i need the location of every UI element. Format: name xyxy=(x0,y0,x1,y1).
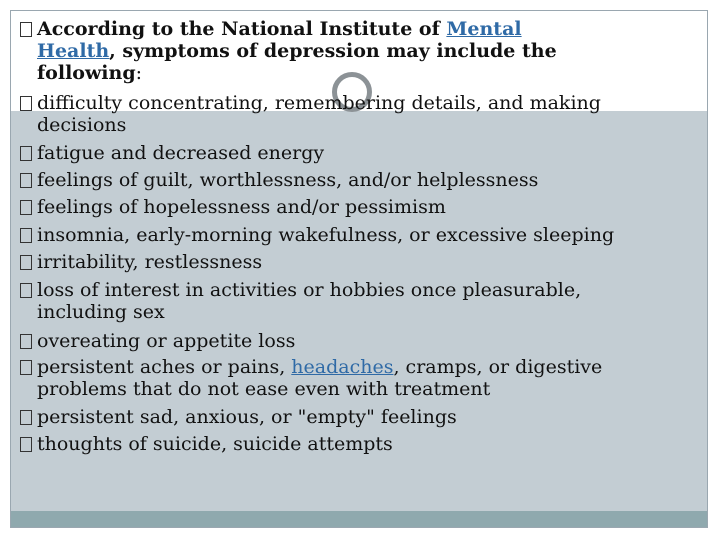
list-item xyxy=(20,279,710,323)
headaches-link[interactable]: headaches xyxy=(291,356,394,378)
list-item-text: loss of interest in activities or hobbies once pleasurable, including sex xyxy=(37,279,582,323)
list-item xyxy=(20,142,710,164)
bullet-box-icon xyxy=(20,283,32,298)
bullet-box-icon xyxy=(20,360,32,375)
list-item-text: persistent sad, anxious, or "empty" feelings xyxy=(37,406,457,428)
list-item xyxy=(20,224,710,246)
list-item-text: insomnia, early-morning wakefulness, or excessive sleeping xyxy=(37,224,615,246)
intro-after: , symptoms of depression may include the following xyxy=(37,40,557,84)
list-item-text: difficulty concentrating, remembering details, and making decisions xyxy=(37,92,601,136)
bullet-box-icon xyxy=(20,200,32,215)
slide-footer-band xyxy=(11,511,707,527)
list-item-text: thoughts of suicide, suicide attempts xyxy=(37,433,393,455)
aches-before: persistent aches or pains, xyxy=(37,356,292,378)
list-item-text: fatigue and decreased energy xyxy=(37,142,325,164)
mental-health-link[interactable]: Mental Health xyxy=(37,18,522,62)
bullet-box-icon xyxy=(20,173,32,188)
bullet-box-icon xyxy=(20,228,32,243)
list-item-text: feelings of guilt, worthlessness, and/or helplessness xyxy=(37,169,539,191)
bullet-box-icon xyxy=(20,255,32,270)
bullet-box-icon xyxy=(20,22,32,37)
aches-after: , cramps, or digestive problems that do not ease even with treatment xyxy=(37,356,603,400)
intro-text xyxy=(37,18,557,84)
list-item-text: overeating or appetite loss xyxy=(37,330,296,352)
intro-colon: : xyxy=(135,62,143,84)
list-item xyxy=(20,406,710,428)
bullet-box-icon xyxy=(20,96,32,111)
list-item xyxy=(20,196,710,218)
aches-bullet xyxy=(20,356,710,400)
list-item xyxy=(20,433,710,455)
bullet-box-icon xyxy=(20,146,32,161)
intro-bullet xyxy=(20,18,710,84)
list-item xyxy=(20,330,710,352)
bullet-box-icon xyxy=(20,437,32,452)
list-item xyxy=(20,92,710,136)
list-item-text: irritability, restlessness xyxy=(37,251,263,273)
intro-before: According to the National Institute of xyxy=(37,18,447,40)
list-item xyxy=(20,251,710,273)
list-item-text: feelings of hopelessness and/or pessimism xyxy=(37,196,446,218)
bullet-box-icon xyxy=(20,334,32,349)
bullet-box-icon xyxy=(20,410,32,425)
aches-text xyxy=(37,356,602,400)
list-item xyxy=(20,169,710,191)
